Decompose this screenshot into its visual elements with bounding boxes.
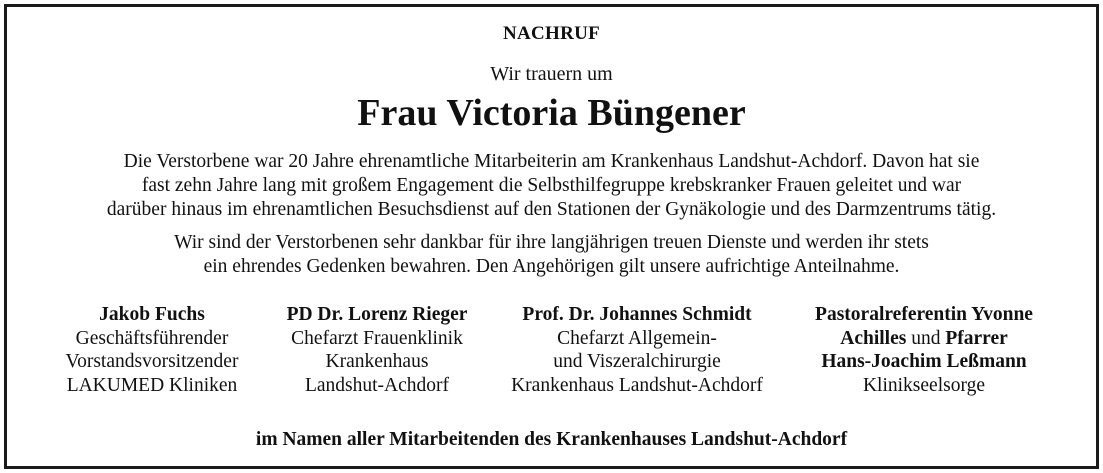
signer-name-part: Pfarrer (945, 327, 1008, 349)
intro-text: Wir trauern um (490, 63, 613, 85)
signer-role-line: Landshut-Achdorf (304, 374, 450, 396)
signer-role-line: Geschäftsführender (75, 327, 229, 349)
signer-lorenz-rieger (267, 303, 487, 397)
signer-name: Jakob Fuchs (99, 304, 205, 325)
signer-johannes-schmidt (492, 303, 782, 397)
signer-role-line: LAKUMED Kliniken (66, 374, 238, 396)
paragraph-line: ein ehrendes Gedenken bewahren. Den Angehörigen gilt unsere aufrichtige Anteilnahme. (203, 256, 900, 277)
signer-name-part: Achilles (840, 327, 907, 349)
footer-text: im Namen aller Mitarbeitenden des Krankenhauses Landshut-Achdorf (255, 429, 848, 450)
signer-name: Prof. Dr. Johannes Schmidt (522, 304, 752, 325)
signer-hospital-chaplaincy (789, 303, 1059, 397)
signer-name: PD Dr. Lorenz Rieger (286, 304, 468, 325)
signer-conjunction: und (911, 327, 941, 349)
gratitude-paragraph (7, 231, 1096, 279)
signatories (7, 303, 1096, 403)
paragraph-line: Die Verstorbene war 20 Jahre ehrenamtliche Mitarbeiterin am Krankenhaus Landshut-Achdorf. Davon hat sie (123, 151, 980, 172)
notice-header: NACHRUF (502, 23, 601, 44)
signer-role-line: Klinikseelsorge (862, 374, 986, 396)
paragraph-line: fast zehn Jahre lang mit großem Engagement die Selbsthilfegruppe krebskranker Frauen geleitet und war (141, 175, 962, 196)
deceased-name: Frau Victoria Büngener (357, 92, 746, 134)
signer-jakob-fuchs (52, 303, 252, 397)
signer-name: Hans-Joachim Leßmann (821, 351, 1027, 372)
signer-role-line: und Viszeralchirurgie (553, 351, 721, 372)
paragraph-line: darüber hinaus im ehrenamtlichen Besuchsdienst auf den Stationen der Gynäkologie und des Darmzentrums tätig. (106, 199, 997, 220)
signer-role-line: Chefarzt Frauenklinik (291, 327, 463, 349)
signer-role-line: Vorstandsvorsitzender (65, 351, 239, 372)
signer-role-line: Krankenhaus Landshut-Achdorf (511, 374, 763, 396)
paragraph-line: Wir sind der Verstorbenen sehr dankbar für ihre langjährigen treuen Dienste und werden ihr stets (174, 232, 929, 253)
signer-name: Pastoralreferentin Yvonne (815, 304, 1033, 325)
obituary-notice (4, 4, 1099, 469)
signer-role-line: Krankenhaus (325, 351, 429, 372)
tribute-paragraph (7, 150, 1096, 222)
signer-role-line: Chefarzt Allgemein- (557, 327, 717, 349)
signer-name-line (789, 327, 1059, 351)
